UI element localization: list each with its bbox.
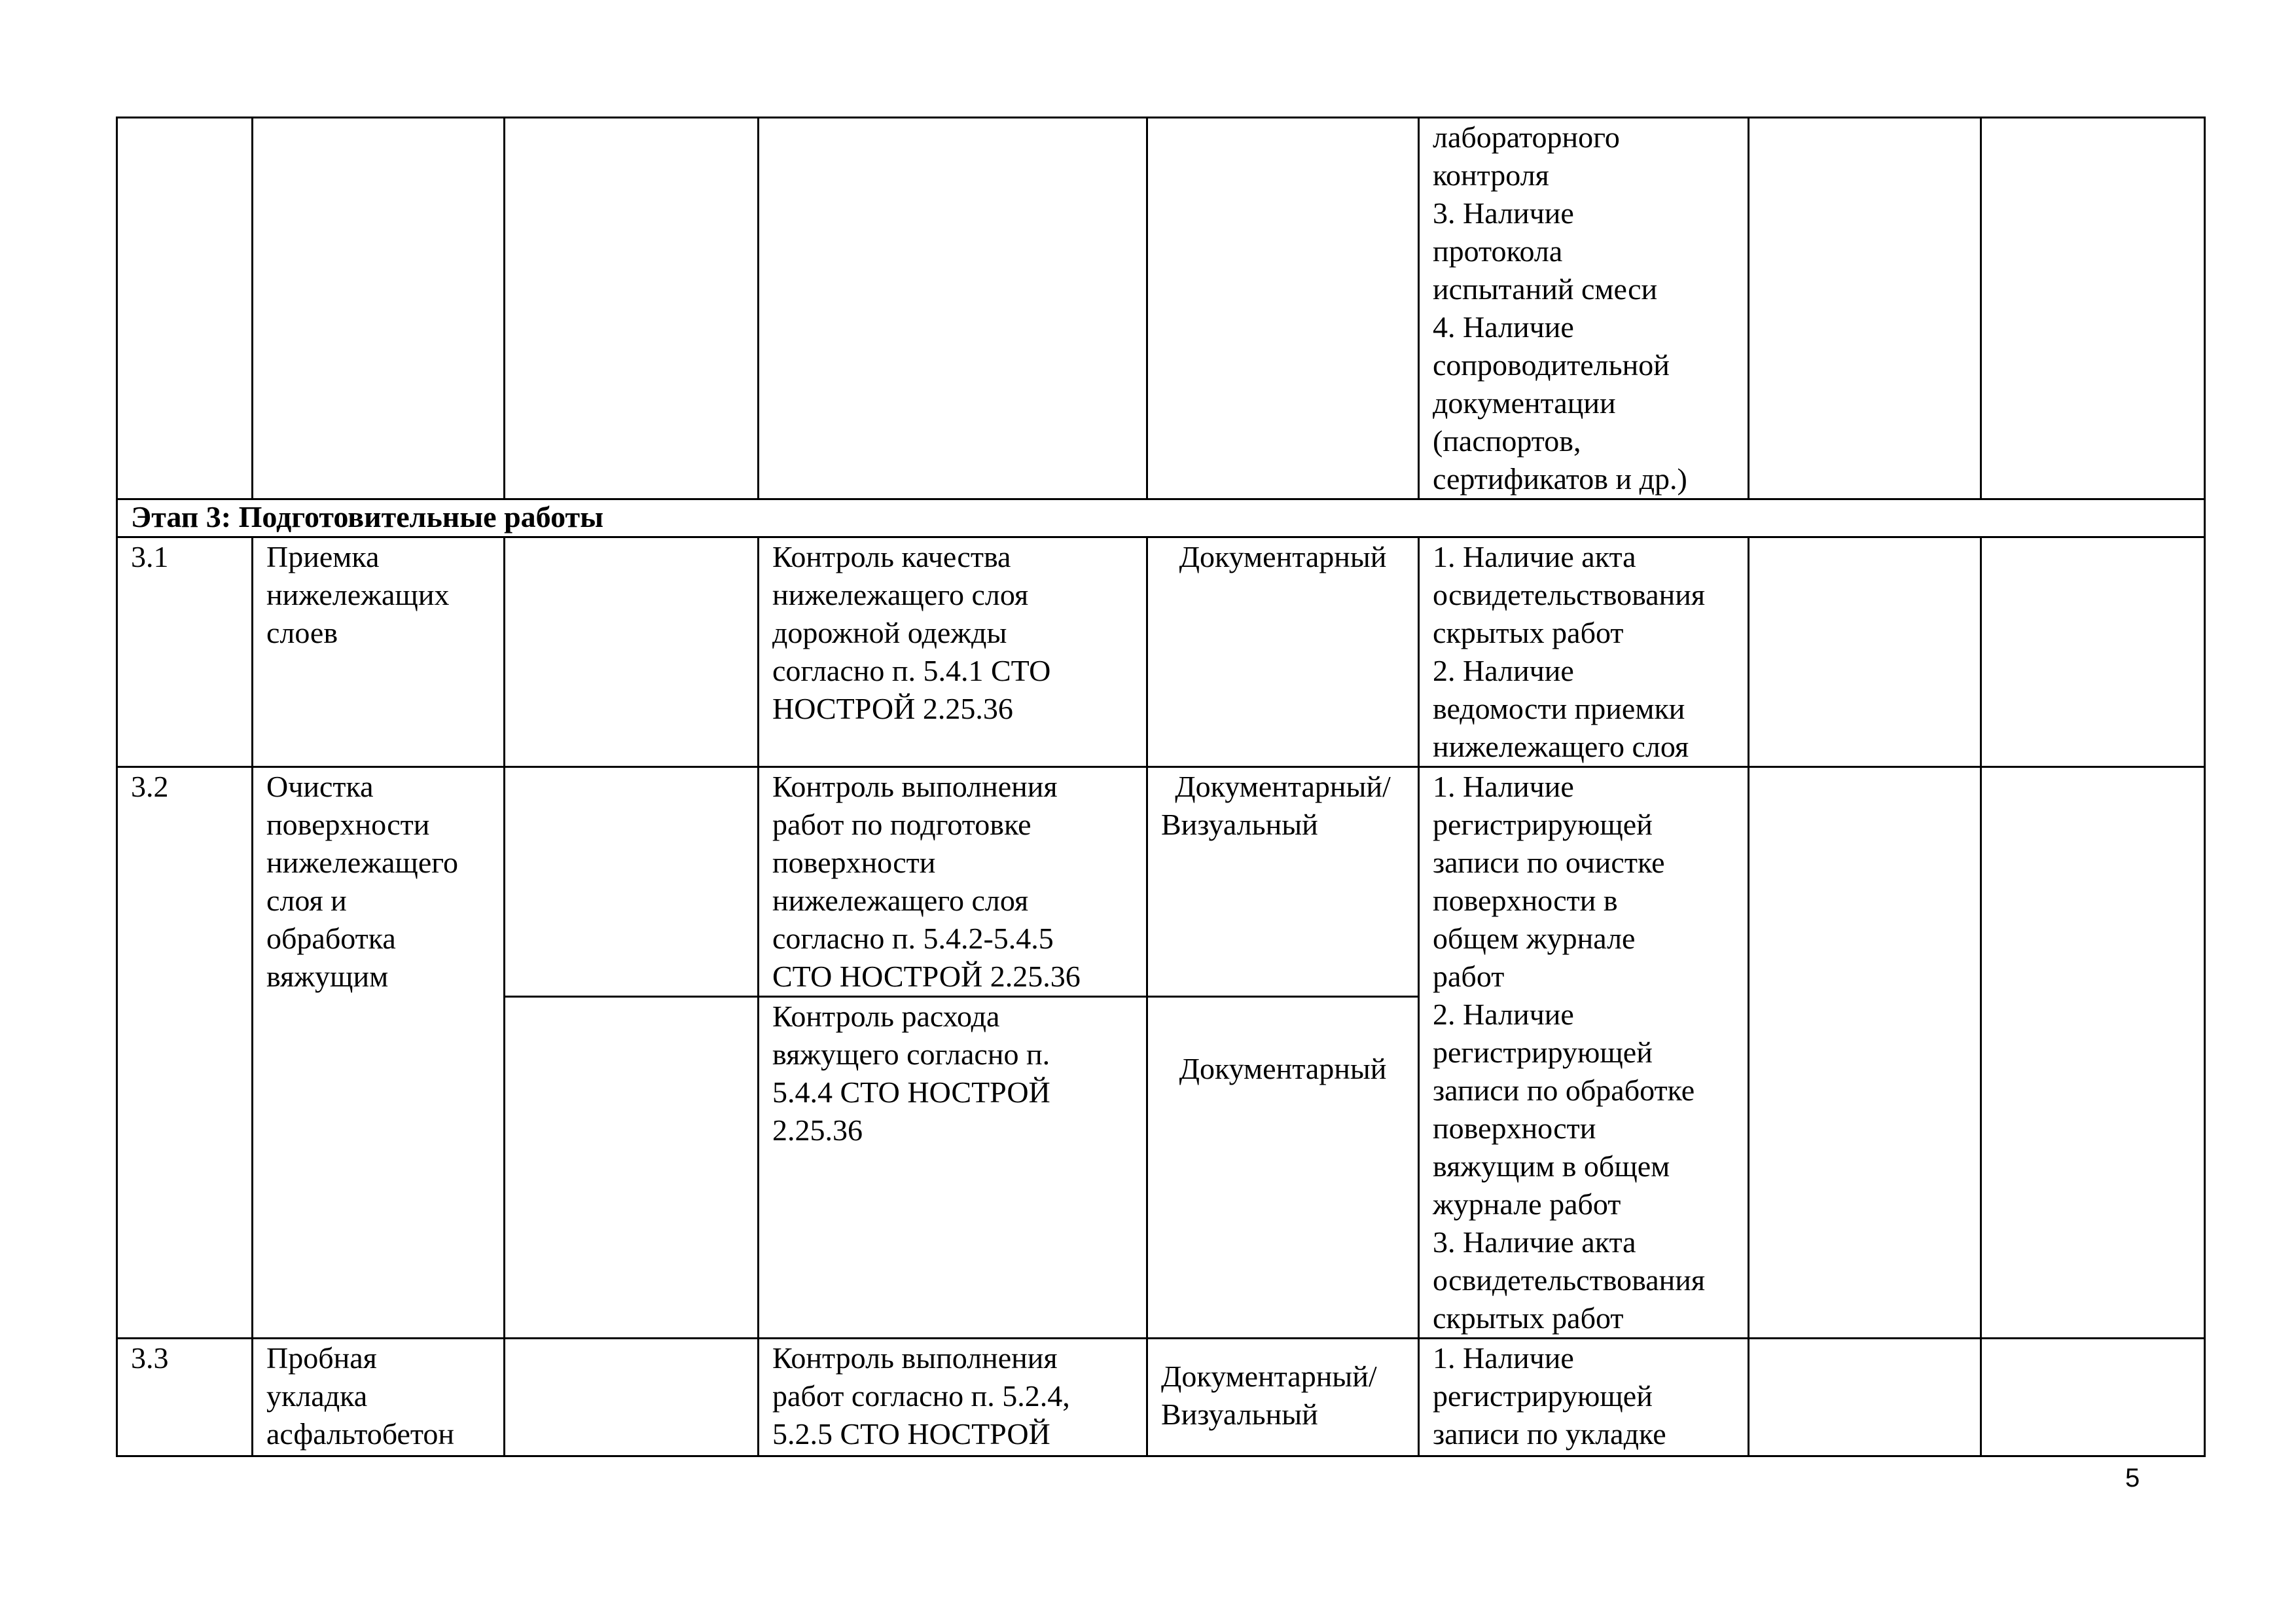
cell-empty — [505, 118, 759, 499]
result-documents — [1419, 537, 1749, 767]
text-line: испытаний смеси — [1433, 272, 1658, 306]
text-line: Документарный/ — [1161, 1360, 1377, 1393]
cell-empty — [505, 1339, 759, 1456]
text-line: СТО НОСТРОЙ 2.25.36 — [772, 960, 1081, 993]
text-line: записи по укладке — [1433, 1417, 1666, 1451]
text-line: Контроль качества — [772, 540, 1011, 573]
work-name — [253, 1339, 505, 1456]
text-line: согласно п. 5.4.2-5.4.5 — [772, 922, 1054, 955]
text-line: 5.4.4 СТО НОСТРОЙ — [772, 1075, 1050, 1109]
text-line: 3. Наличие акта — [1433, 1225, 1636, 1259]
cell-method — [1147, 118, 1419, 499]
cell-empty — [505, 767, 759, 997]
text-line: лабораторного — [1433, 120, 1620, 154]
text-line: нижележащего — [266, 846, 458, 879]
text-line: ведомости приемки — [1433, 692, 1685, 725]
text-line: протокола — [1433, 234, 1563, 268]
text-line: укладка — [266, 1379, 368, 1413]
cell-name — [253, 118, 505, 499]
row-number: 3.2 — [117, 767, 253, 1339]
text-line: вяжущего согласно п. — [772, 1038, 1050, 1071]
text-line: Контроль расхода — [772, 1000, 1000, 1033]
table-row-3-3 — [117, 1339, 2205, 1456]
text-line: слоев — [266, 616, 338, 649]
text-line: общем журнале — [1433, 922, 1636, 955]
stage-title: Этап 3: Подготовительные работы — [117, 499, 2205, 537]
cell-empty — [505, 537, 759, 767]
text-line: 2.25.36 — [772, 1113, 863, 1147]
table-row-3-2a — [117, 767, 2205, 997]
cell-extra-1 — [1749, 1339, 1981, 1456]
text-line: регистрирующей — [1433, 808, 1653, 841]
text-line: Контроль выполнения — [772, 1341, 1058, 1375]
text-line: сертификатов и др.) — [1433, 462, 1687, 496]
text-line: Пробная — [266, 1341, 377, 1375]
text-line: поверхности в — [1433, 884, 1618, 917]
text-line: 5.2.5 СТО НОСТРОЙ — [772, 1417, 1050, 1451]
row-number: 3.3 — [117, 1339, 253, 1456]
text-line: поверхности — [1433, 1111, 1596, 1145]
text-line: нижележащего слоя — [772, 578, 1029, 611]
text-line: Контроль выполнения — [772, 770, 1058, 803]
text-line: Приемка — [266, 540, 380, 573]
cell-extra-2 — [1981, 118, 2205, 499]
text-line: нижележащего слоя — [1433, 730, 1689, 763]
text-line: скрытых работ — [1433, 1301, 1624, 1335]
text-line: вяжущим в общем — [1433, 1149, 1670, 1183]
control-method — [1147, 1339, 1419, 1456]
text-line: Документарный/ — [1175, 770, 1391, 803]
control-method: Документарный — [1147, 997, 1419, 1339]
text-line: 4. Наличие — [1433, 310, 1574, 344]
text-line: Очистка — [266, 770, 374, 803]
text-line: контроля — [1433, 158, 1549, 192]
text-line: работ по подготовке — [772, 808, 1031, 841]
text-line: дорожной одежды — [772, 616, 1007, 649]
control-description — [759, 537, 1147, 767]
text-line: освидетельствования — [1433, 578, 1706, 611]
text-line: поверхности — [266, 808, 430, 841]
text-line: журнале работ — [1433, 1187, 1621, 1221]
text-line: (паспортов, — [1433, 424, 1581, 458]
text-line: нижележащих — [266, 578, 450, 611]
text-line: документации — [1433, 386, 1616, 420]
control-description — [759, 997, 1147, 1339]
cell-control — [759, 118, 1147, 499]
text-line: поверхности — [772, 846, 936, 879]
result-documents — [1419, 1339, 1749, 1456]
text-line: слоя и — [266, 884, 347, 917]
text-line: вяжущим — [266, 960, 389, 993]
control-description — [759, 767, 1147, 997]
text-line: регистрирующей — [1433, 1379, 1653, 1413]
control-description — [759, 1339, 1147, 1456]
table-row-3-1 — [117, 537, 2205, 767]
text-line: Визуальный — [1161, 808, 1318, 841]
text-line: 2. Наличие — [1433, 654, 1574, 687]
cell-extra-1 — [1749, 537, 1981, 767]
text-line: работ согласно п. 5.2.4, — [772, 1379, 1070, 1413]
text-line: 2. Наличие — [1433, 998, 1574, 1031]
result-documents — [1419, 767, 1749, 1339]
control-method — [1147, 767, 1419, 997]
text-line: сопроводительной — [1433, 348, 1670, 382]
text-line: нижележащего слоя — [772, 884, 1029, 917]
text-line: записи по очистке — [1433, 846, 1665, 879]
cell-extra-1 — [1749, 118, 1981, 499]
row-number: 3.1 — [117, 537, 253, 767]
work-name — [253, 767, 505, 1339]
cell-extra-2 — [1981, 767, 2205, 1339]
cell-result — [1419, 118, 1749, 499]
text-line: 1. Наличие акта — [1433, 540, 1636, 573]
text-line: согласно п. 5.4.1 СТО — [772, 654, 1051, 687]
cell-num — [117, 118, 253, 499]
cell-extra-1 — [1749, 767, 1981, 1339]
text-line: скрытых работ — [1433, 616, 1624, 649]
cell-empty — [505, 997, 759, 1339]
text-line: регистрирующей — [1433, 1036, 1653, 1069]
text-line: Визуальный — [1161, 1398, 1318, 1431]
cell-extra-2 — [1981, 1339, 2205, 1456]
text-line: НОСТРОЙ 2.25.36 — [772, 692, 1013, 725]
page-number: 5 — [2125, 1464, 2140, 1492]
text-line: 1. Наличие — [1433, 1341, 1574, 1375]
stage-header-row — [117, 499, 2205, 537]
text-line: записи по обработке — [1433, 1074, 1695, 1107]
cell-extra-2 — [1981, 537, 2205, 767]
control-table — [116, 117, 2206, 1457]
table-row-continuation — [117, 118, 2205, 499]
work-name — [253, 537, 505, 767]
text-line: работ — [1433, 960, 1505, 993]
text-line: асфальтобетон — [266, 1417, 455, 1451]
text-line: 3. Наличие — [1433, 196, 1574, 230]
text-line: обработка — [266, 922, 396, 955]
text-line: освидетельствования — [1433, 1263, 1706, 1297]
control-method: Документарный — [1147, 537, 1419, 767]
text-line: 1. Наличие — [1433, 770, 1574, 803]
